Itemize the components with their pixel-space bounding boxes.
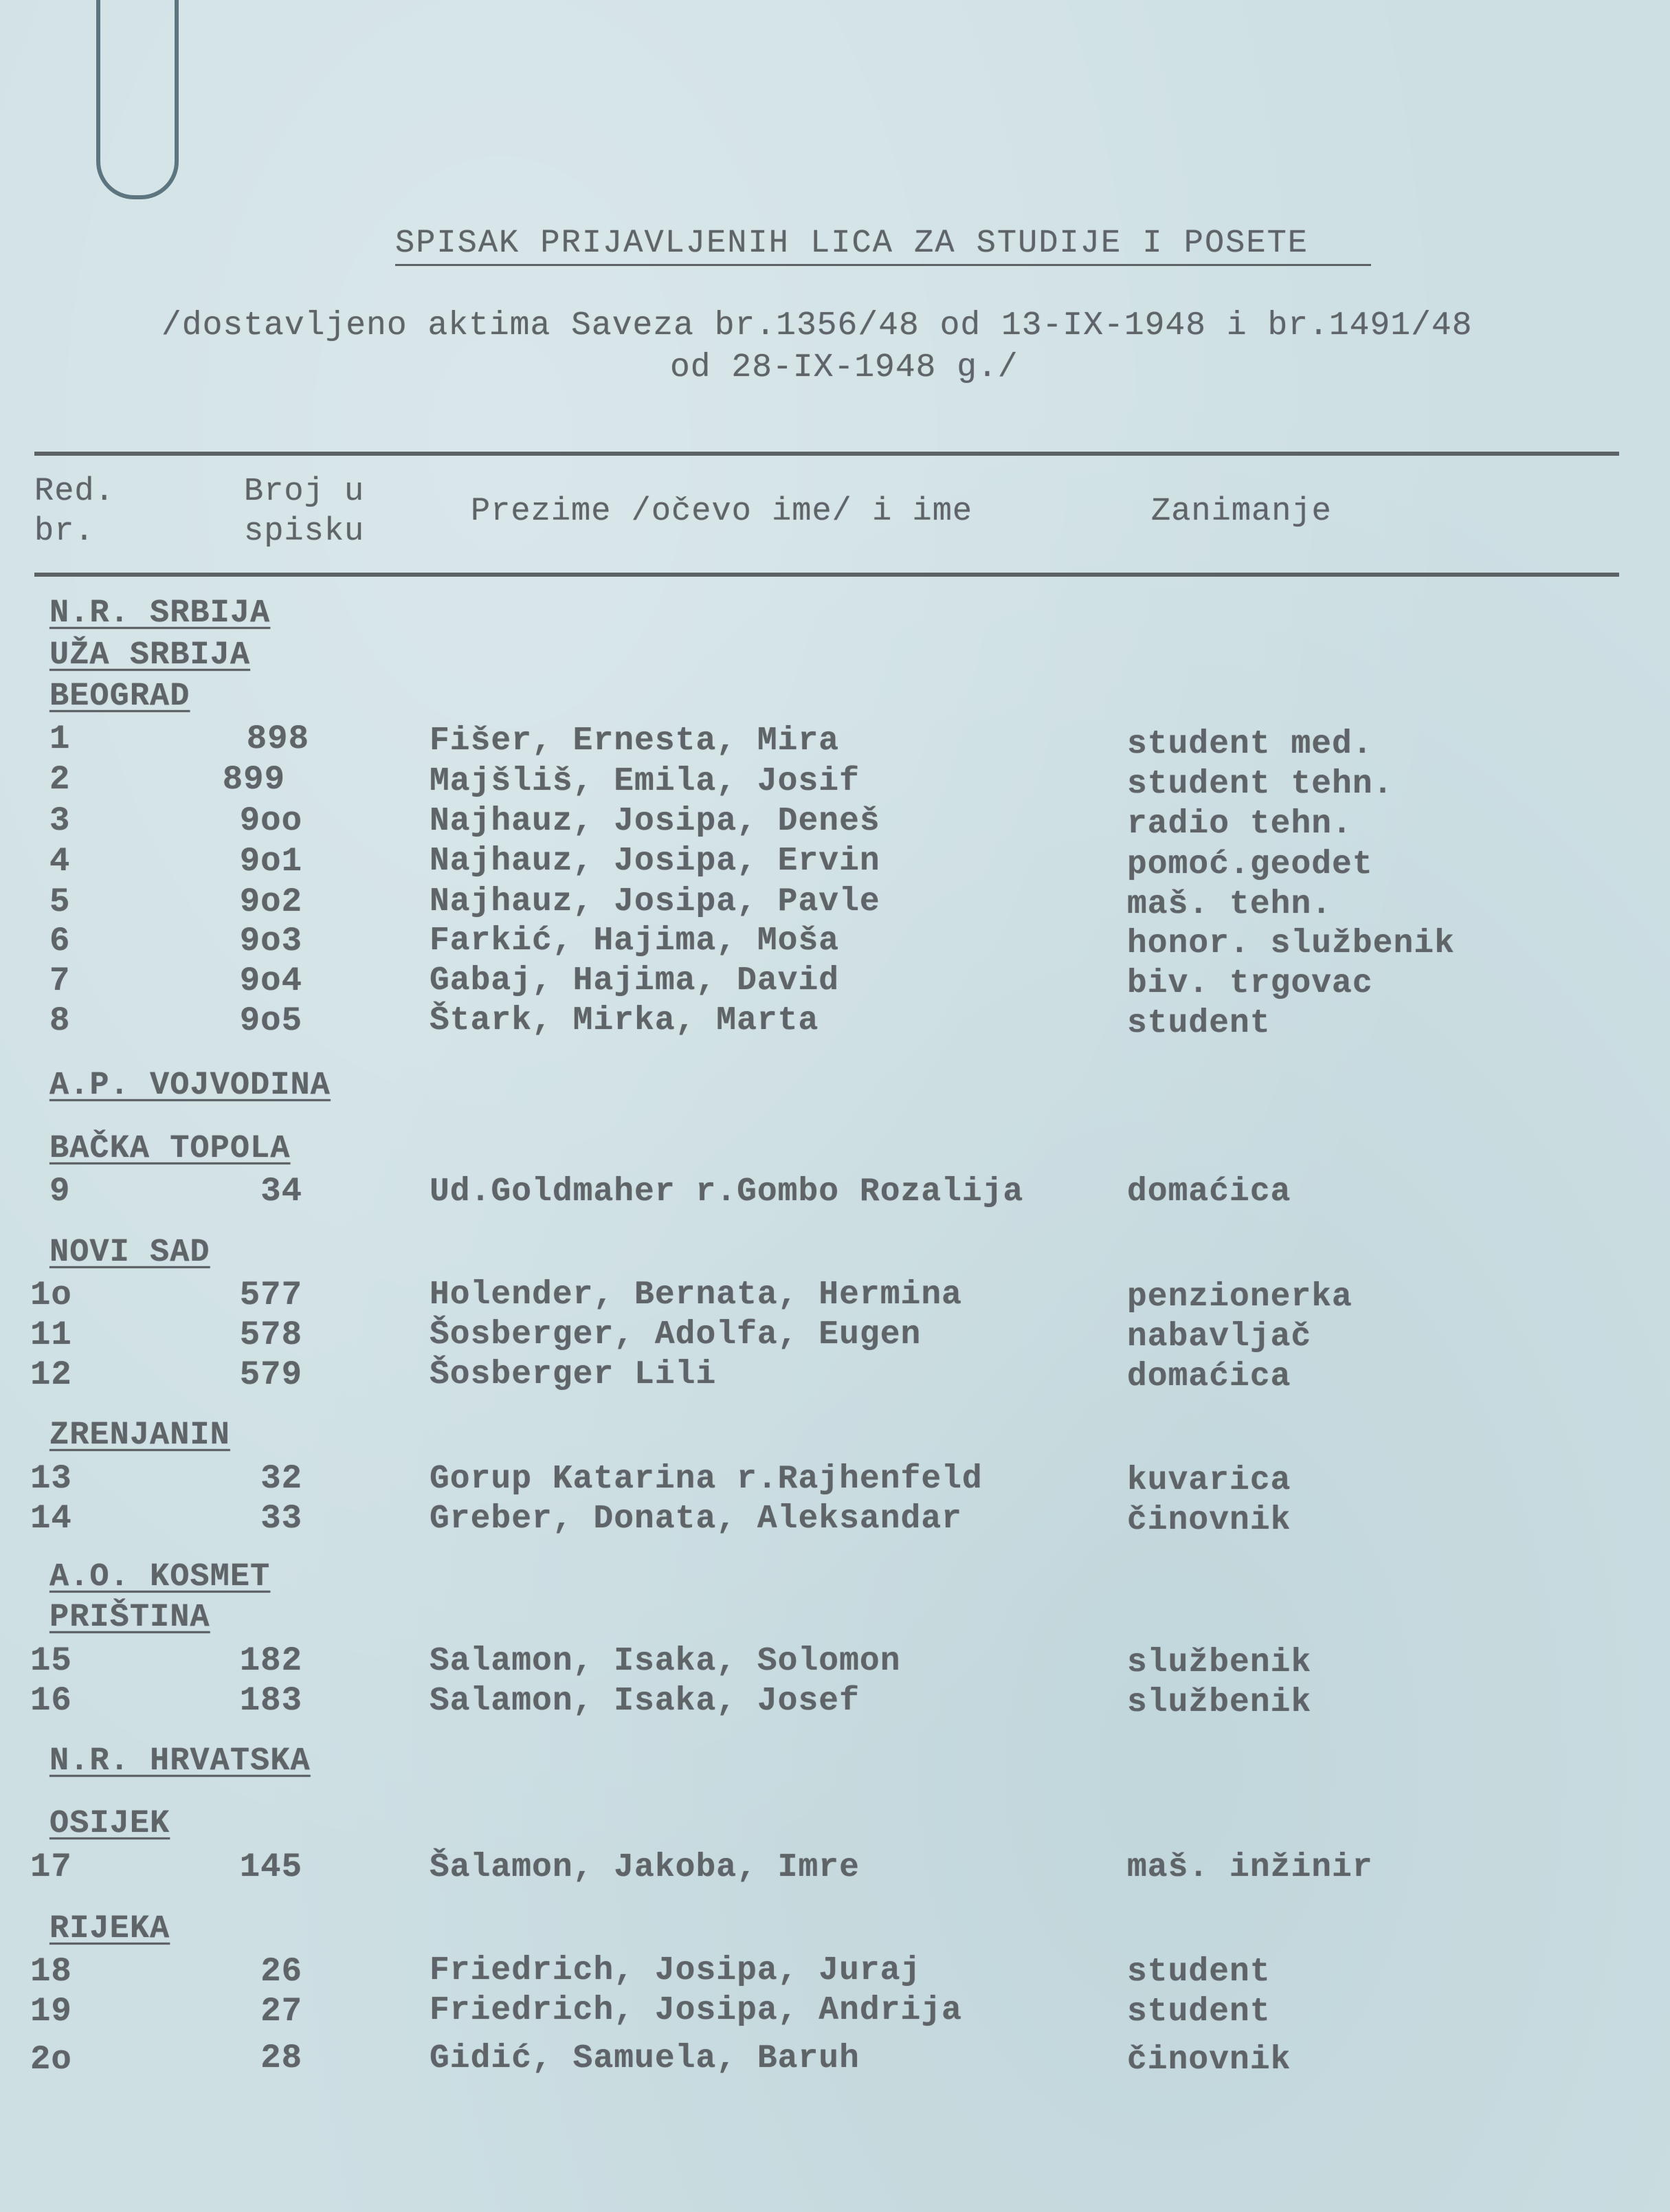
- section-zrenjanin: ZRENJANIN: [49, 1417, 230, 1454]
- row-occupation: honor. službenik: [1127, 925, 1455, 962]
- document-title: SPISAK PRIJAVLJENIH LICA ZA STUDIJE I POSETE: [395, 225, 1309, 262]
- row-broj: 9o4: [239, 962, 302, 1000]
- row-red: 18: [30, 1952, 72, 1991]
- row-broj: 32: [260, 1459, 302, 1498]
- row-occupation: kuvarica: [1127, 1462, 1291, 1499]
- row-broj: 28: [260, 2039, 302, 2077]
- row-red: 19: [30, 1992, 72, 2031]
- row-name: Najhauz, Josipa, Ervin: [430, 843, 880, 880]
- section-beograd: BEOGRAD: [49, 678, 190, 715]
- row-red: 14: [30, 1499, 72, 1538]
- row-red: 7: [49, 962, 71, 1000]
- column-header-name: Prezime /očevo ime/ i ime: [471, 494, 973, 530]
- row-broj: 9oo: [239, 801, 302, 840]
- row-red: 13: [30, 1459, 72, 1498]
- row-red: 3: [49, 801, 71, 840]
- paper-clip-mark: [96, 0, 179, 199]
- row-occupation: student med.: [1127, 726, 1373, 763]
- row-name: Ud.Goldmaher r.Gombo Rozalija: [430, 1173, 1024, 1210]
- column-header-red-line1: Red.: [34, 474, 115, 510]
- table-top-rule: [34, 452, 1619, 456]
- row-name: Greber, Donata, Aleksandar: [430, 1501, 962, 1538]
- row-name: Friedrich, Josipa, Andrija: [430, 1992, 962, 2029]
- row-red: 2: [49, 760, 71, 799]
- row-name: Salamon, Isaka, Josef: [430, 1683, 860, 1720]
- row-occupation: domaćica: [1127, 1358, 1291, 1395]
- section-pristina: PRIŠTINA: [49, 1600, 210, 1636]
- row-broj: 579: [239, 1356, 302, 1394]
- row-occupation: službenik: [1127, 1644, 1312, 1681]
- title-underline: [395, 264, 1371, 266]
- section-rijeka: RIJEKA: [49, 1911, 170, 1947]
- column-header-broj-line1: Broj u: [244, 474, 365, 510]
- row-name: Šosberger, Adolfa, Eugen: [430, 1316, 922, 1353]
- row-name: Najhauz, Josipa, Deneš: [430, 803, 880, 840]
- section-osijek: OSIJEK: [49, 1806, 170, 1842]
- row-broj: 9o2: [239, 883, 302, 921]
- row-occupation: službenik: [1127, 1684, 1312, 1721]
- row-red: 17: [30, 1848, 72, 1886]
- row-broj: 9o1: [239, 842, 302, 881]
- row-broj: 33: [260, 1499, 302, 1538]
- document-subtitle-line1: /dostavljeno aktima Saveza br.1356/48 od 13-IX-1948 i br.1491/48: [162, 307, 1473, 344]
- row-name: Najhauz, Josipa, Pavle: [430, 883, 880, 920]
- section-nr-hrvatska: N.R. HRVATSKA: [49, 1743, 311, 1780]
- column-header-occupation: Zanimanje: [1151, 494, 1332, 530]
- document-subtitle-line2: od 28-IX-1948 g./: [670, 349, 1018, 386]
- row-name: Holender, Bernata, Hermina: [430, 1276, 962, 1314]
- row-red: 2o: [30, 2040, 72, 2079]
- column-header-broj-line2: spisku: [244, 513, 365, 550]
- row-name: Šosberger Lili: [430, 1356, 717, 1393]
- row-red: 9: [49, 1172, 71, 1210]
- row-name: Salamon, Isaka, Solomon: [430, 1643, 901, 1680]
- row-broj: 899: [222, 760, 285, 799]
- row-occupation: činovnik: [1127, 2042, 1291, 2079]
- row-red: 1o: [30, 1276, 72, 1314]
- row-red: 16: [30, 1681, 72, 1720]
- row-red: 12: [30, 1356, 72, 1394]
- row-red: 1: [49, 720, 71, 758]
- row-occupation: student: [1127, 1954, 1271, 1991]
- row-broj: 183: [239, 1681, 302, 1720]
- row-occupation: student: [1127, 1993, 1271, 2031]
- row-occupation: penzionerka: [1127, 1279, 1352, 1316]
- column-header-red-line2: br.: [34, 513, 95, 550]
- row-name: Gidić, Samuela, Baruh: [430, 2040, 860, 2077]
- row-broj: 182: [239, 1641, 302, 1680]
- section-backa-topola: BAČKA TOPOLA: [49, 1131, 291, 1167]
- row-occupation: nabavljač: [1127, 1318, 1312, 1356]
- row-occupation: maš. tehn.: [1127, 886, 1333, 923]
- row-broj: 578: [239, 1316, 302, 1354]
- row-name: Fišer, Ernesta, Mira: [430, 722, 840, 760]
- row-broj: 9o3: [239, 922, 302, 960]
- section-uza-srbija: UŽA SRBIJA: [49, 637, 251, 674]
- row-occupation: student tehn.: [1127, 766, 1394, 803]
- row-occupation: biv. trgovac: [1127, 965, 1373, 1002]
- row-name: Štark, Mirka, Marta: [430, 1002, 819, 1039]
- row-name: Friedrich, Josipa, Juraj: [430, 1952, 922, 1989]
- row-occupation: domaćica: [1127, 1173, 1291, 1210]
- row-red: 15: [30, 1641, 72, 1680]
- section-novi-sad: NOVI SAD: [49, 1235, 210, 1271]
- row-occupation: maš. inžinir: [1127, 1849, 1373, 1886]
- row-broj: 898: [246, 720, 309, 758]
- row-broj: 26: [260, 1952, 302, 1991]
- row-broj: 145: [239, 1848, 302, 1886]
- row-occupation: radio tehn.: [1127, 806, 1352, 843]
- row-red: 6: [49, 922, 71, 960]
- row-name: Majšliš, Emila, Josif: [430, 763, 860, 800]
- row-broj: 34: [260, 1172, 302, 1210]
- row-occupation: student: [1127, 1005, 1271, 1042]
- row-red: 4: [49, 842, 71, 881]
- section-nr-srbija: N.R. SRBIJA: [49, 595, 271, 632]
- section-ap-vojvodina: A.P. VOJVODINA: [49, 1068, 331, 1104]
- table-header-rule: [34, 573, 1619, 577]
- row-name: Farkić, Hajima, Moša: [430, 922, 840, 960]
- row-red: 11: [30, 1316, 72, 1354]
- row-red: 5: [49, 883, 71, 921]
- row-occupation: pomoć.geodet: [1127, 846, 1373, 883]
- section-ao-kosmet: A.O. KOSMET: [49, 1559, 271, 1595]
- row-broj: 27: [260, 1992, 302, 2031]
- row-name: Gabaj, Hajima, David: [430, 962, 840, 999]
- row-name: Šalamon, Jakoba, Imre: [430, 1849, 860, 1886]
- row-broj: 9o5: [239, 1002, 302, 1040]
- row-occupation: činovnik: [1127, 1502, 1291, 1539]
- row-name: Gorup Katarina r.Rajhenfeld: [430, 1461, 983, 1498]
- row-broj: 577: [239, 1276, 302, 1314]
- row-red: 8: [49, 1002, 71, 1040]
